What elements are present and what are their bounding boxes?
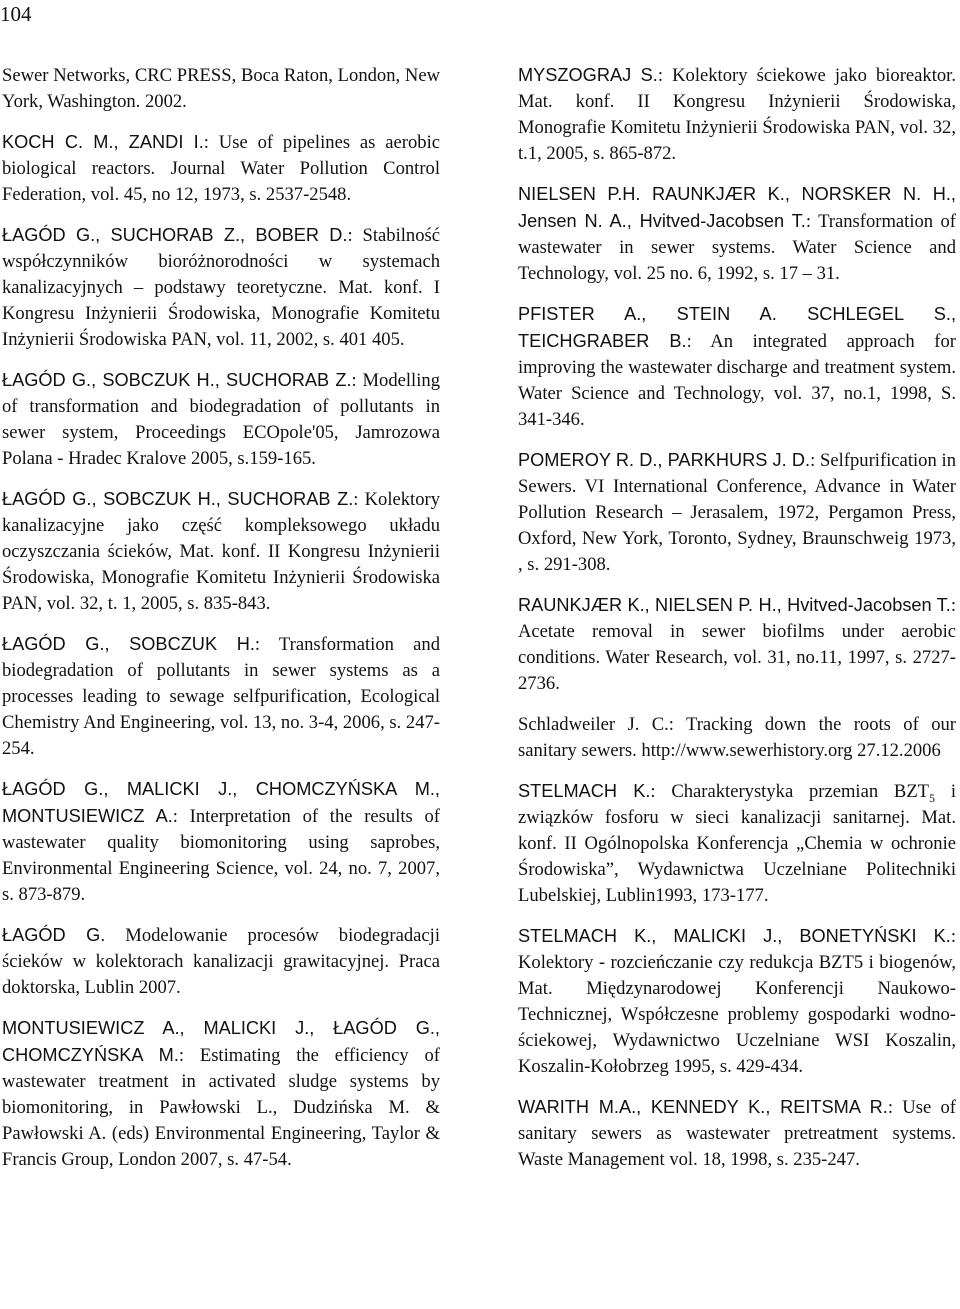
reference-authors: ŁAGÓD G., MALICKI J., CHOMCZYŃSKA M., MONTUSIEWICZ A. [2, 779, 440, 826]
reference-text-continued: i związków fosforu w sieci kanalizacji sanitarnej. Mat. konf. II Ogólnopolska Konferencja „Chemia w ochronie Środowiska”, Wydawnictwa Uczelniane Politechniki Lubelskiej, Lublin1993, 173-177. [518, 781, 956, 906]
reference-text: : Kolektory - rozcieńczanie czy redukcja BZT5 i biogenów, Mat. Międzynarodowej Konferencji Naukowo-Technicznej, Współczesne problemy gospodarki wodno-ściekowej, Wydawnictwo Uczelniane WSI Koszalin, Koszalin-Kołobrzeg 1995, s. 429-434. [518, 926, 956, 1077]
reference-text: : Kolektory kanalizacyjne jako część kompleksowego układu oczyszczania ścieków, Mat. konf. II Kongresu Inżynierii Środowiska, Monografie Komitetu Inżynierii Środowiska PAN, vol. 32, t. 1, 2005, s. 835-843. [2, 489, 440, 614]
reference-authors: MONTUSIEWICZ A., MALICKI J., ŁAGÓD G., CHOMCZYŃSKA M. [2, 1018, 440, 1065]
subscript: 5 [929, 791, 936, 805]
reference-text: : Modelling of transformation and biodegradation of pollutants in sewer system, Proceedings ECOpole'05, Jamrozowa Polana - Hradec Kralove 2005, s.159-165. [2, 370, 440, 469]
reference-text: Schladweiler J. C.: Tracking down the roots of our sanitary sewers. http://www.sewerhistory.org 27.12.2006 [518, 714, 956, 761]
reference-text: : Transformation and biodegradation of pollutants in sewer systems as a processes leading to sewage selfpurification, Ecological Chemistry And Engineering, vol. 13, no. 3-4, 2006, s. 247-254. [2, 634, 440, 759]
reference-entry [2, 776, 440, 908]
reference-text: : Interpretation of the results of wastewater quality biomonitoring using saprobes, Environmental Engineering Science, vol. 24, no. 7, 2007, s. 873-879. [2, 806, 440, 905]
reference-text: : Estimating the efficiency of wastewater treatment in activated sludge systems by biomonitoring, in Pawłowski L., Dudzińska M. & Pawłowski A. (eds) Environmental Engineering, Taylor & Francis Group, London 2007, s. 47-54. [2, 1045, 440, 1170]
reference-text: : Charakterystyka przemian BZT [650, 781, 930, 802]
reference-text: : Selfpurification in Sewers. VI International Conference, Advance in Water Pollution Research – Jerasalem, 1972, Pergamon Press, Oxford, New York, Toronto, Sydney, Braunschweig 1973, , s. 291-308. [518, 450, 956, 575]
reference-text: : Acetate removal in sewer biofilms under aerobic conditions. Water Research, vol. 31, no.11, 1997, s. 2727-2736. [518, 595, 956, 694]
reference-entry [518, 778, 956, 909]
reference-entry [518, 62, 956, 167]
reference-authors: KOCH C. M., ZANDI I. [2, 132, 204, 152]
page-number: 104 [0, 2, 32, 26]
reference-entry [2, 631, 440, 762]
reference-entry [518, 301, 956, 433]
reference-authors: ŁAGÓD G., SUCHORAB Z., BOBER D. [2, 225, 348, 245]
reference-authors: ŁAGÓD G., SOBCZUK H., SUCHORAB Z. [2, 370, 352, 390]
reference-entry [518, 711, 956, 764]
reference-authors: ŁAGÓD G., SOBCZUK H. [2, 634, 255, 654]
reference-entry [2, 129, 440, 208]
reference-entry [2, 486, 440, 617]
reference-authors: NIELSEN P.H. RAUNKJÆR K., NORSKER N. H., Jensen N. A., Hvitved-Jacobsen T. [518, 184, 956, 231]
reference-entry [518, 181, 956, 287]
reference-authors: POMEROY R. D., PARKHURS J. D. [518, 450, 811, 470]
reference-authors: ŁAGÓD G., SOBCZUK H., SUCHORAB Z. [2, 489, 354, 509]
reference-text: : Kolektory ściekowe jako bioreaktor. Mat. konf. II Kongresu Inżynierii Środowiska, Monografie Komitetu Inżynierii Środowiska PAN, vol. 32, t.1, 2005, s. 865-872. [518, 65, 956, 164]
reference-text: Modelowanie procesów biodegradacji ścieków w kolektorach kanalizacji grawitacyjnej. Praca doktorska, Lublin 2007. [2, 925, 440, 998]
reference-text: : Use of pipelines as aerobic biological reactors. Journal Water Pollution Control Federation, vol. 45, no 12, 1973, s. 2537-2548. [2, 132, 440, 205]
reference-entry [2, 62, 440, 115]
reference-text: : An integrated approach for improving the wastewater discharge and treatment system. Water Science and Technology, vol. 37, no.1, 1998, S. 341-346. [518, 331, 956, 430]
reference-text: : Stabilność współczynników bioróżnorodności w systemach kanalizacyjnych – podstawy teoretyczne. Mat. konf. I Kongresu Inżynierii Środowiska, Monografie Komitetu Inżynierii Środowiska PAN, vol. 11, 2002, s. 401 405. [2, 225, 440, 350]
reference-entry [2, 367, 440, 472]
reference-entry [518, 1094, 956, 1173]
reference-entry [2, 222, 440, 353]
references-left-column [2, 62, 440, 1187]
reference-entry [518, 592, 956, 697]
reference-authors: RAUNKJÆR K., NIELSEN P. H., Hvitved-Jacobsen T. [518, 595, 951, 615]
references-right-column [518, 62, 956, 1187]
reference-authors: PFISTER A., STEIN A. SCHLEGEL S., TEICHGRABER B. [518, 304, 956, 351]
reference-entry [518, 447, 956, 578]
reference-authors: ŁAGÓD G. [2, 925, 106, 945]
reference-entry [518, 923, 956, 1080]
reference-entry [2, 922, 440, 1001]
reference-text: : Use of sanitary sewers as wastewater pretreatment systems. Waste Management vol. 18, 1998, s. 235-247. [518, 1097, 956, 1170]
reference-authors: WARITH M.A., KENNEDY K., REITSMA R. [518, 1097, 888, 1117]
reference-text: Sewer Networks, CRC PRESS, Boca Raton, London, New York, Washington. 2002. [2, 65, 440, 112]
reference-authors: MYSZOGRAJ S. [518, 65, 658, 85]
reference-authors: STELMACH K. [518, 781, 651, 801]
reference-entry [2, 1015, 440, 1173]
reference-authors: STELMACH K., MALICKI J., BONETYŃSKI K. [518, 926, 951, 946]
reference-text: : Transformation of wastewater in sewer systems. Water Science and Technology, vol. 25 no. 6, 1992, s. 17 – 31. [518, 211, 957, 284]
